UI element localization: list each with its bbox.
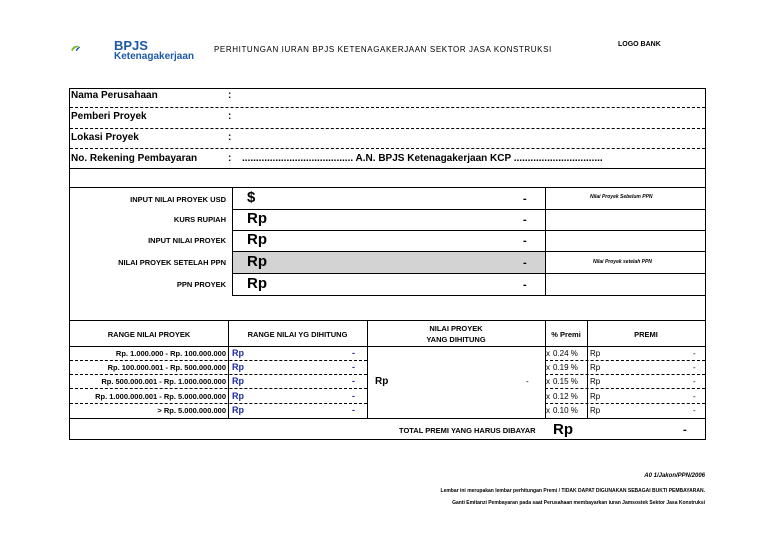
range-row: Rp. 1.000.000 - Rp. 100.000.000: [115, 349, 226, 358]
exchange-rate-value[interactable]: -: [523, 214, 527, 226]
divider: [70, 360, 367, 361]
premi-value: -: [693, 392, 696, 401]
mult-sign: x: [546, 392, 550, 401]
divider: [70, 346, 705, 347]
divider: [232, 209, 705, 210]
footer-note-1: Lembar ini merupakan lembar perhitungan Premi / TIDAK DAPAT DIGUNAKAN SEBAGAI BUKTI PEMBAYARAN.: [440, 488, 705, 494]
colon: :: [228, 132, 232, 143]
divider: [70, 128, 705, 129]
premi-pct: 0.19 %: [553, 363, 578, 372]
footer-note-2: Ganti Emitanzi Pembayaran pada saat Perusahaan membayarkan iuran Jamsostek Sektor Jasa Konstruksi: [452, 500, 705, 506]
currency-symbol: Rp: [247, 231, 267, 248]
input-usd-label: INPUT NILAI PROYEK USD: [130, 195, 226, 204]
project-location-label: Lokasi Proyek: [71, 132, 139, 143]
premi-value: -: [693, 349, 696, 358]
divider: [70, 388, 367, 389]
account-number-label: No. Rekening Pembayaran: [71, 153, 198, 164]
header-value-counted: NILAI PROYEK: [429, 324, 483, 333]
total-label: TOTAL PREMI YANG HARUS DIBAYAR: [399, 426, 536, 435]
mult-sign: x: [546, 377, 550, 386]
premi-value: -: [693, 406, 696, 415]
header-premi: PREMI: [634, 330, 658, 339]
divider: [232, 230, 705, 231]
note-after-ppn: Nilai Proyek setelah PPN: [593, 259, 652, 265]
premi-pct: 0.12 %: [553, 392, 578, 401]
divider: [70, 418, 705, 419]
input-project-value[interactable]: -: [523, 235, 527, 247]
range-row: Rp. 1.000.000.001 - Rp. 5.000.000.000: [95, 392, 226, 401]
currency-symbol: Rp: [232, 348, 244, 358]
divider: [70, 107, 705, 108]
currency-symbol: Rp: [553, 421, 573, 438]
header-range: RANGE NILAI PROYEK: [107, 330, 191, 339]
account-number-value: ........................................ A.N. BPJS Ketenagakerjaan KCP ................................: [242, 153, 603, 164]
range-counted-value: -: [352, 405, 355, 415]
currency-symbol: $: [247, 189, 256, 206]
range-row: Rp. 500.000.001 - Rp. 1.000.000.000: [101, 377, 226, 386]
premi-pct: 0.15 %: [553, 377, 578, 386]
page-title: PERHITUNGAN IURAN BPJS KETENAGAKERJAAN SEKTOR JASA KONSTRUKSI: [214, 45, 552, 54]
input-project-value-label: INPUT NILAI PROYEK: [148, 236, 226, 245]
range-counted-value: -: [352, 391, 355, 401]
currency-symbol: Rp: [590, 392, 601, 401]
divider: [70, 148, 705, 149]
company-name-label: Nama Perusahaan: [71, 90, 158, 101]
note-before-ppn: Nilai Proyek Sebelum PPN: [590, 194, 653, 200]
shaded-cell: [233, 252, 545, 273]
bpjs-logo-icon: [70, 34, 110, 62]
divider: [545, 403, 705, 404]
divider: [70, 403, 367, 404]
divider: [545, 360, 705, 361]
divider: [232, 187, 233, 295]
premi-pct: 0.24 %: [553, 349, 578, 358]
divider: [545, 388, 705, 389]
colon: :: [228, 111, 232, 122]
divider: [70, 168, 705, 169]
premi-value: -: [693, 363, 696, 372]
brand-name: BPJS: [114, 38, 148, 53]
premi-value: -: [693, 377, 696, 386]
colon: :: [228, 90, 232, 101]
currency-symbol: Rp: [232, 376, 244, 386]
ppn-label: PPN PROYEK: [176, 280, 226, 289]
currency-symbol: Rp: [590, 406, 601, 415]
project-owner-label: Pemberi Proyek: [71, 111, 147, 122]
colon: :: [228, 153, 232, 164]
value-after-ppn-label: NILAI PROYEK SETELAH PPN: [118, 258, 226, 267]
divider: [545, 187, 546, 295]
exchange-rate-label: KURS RUPIAH: [173, 215, 226, 224]
divider: [545, 374, 705, 375]
currency-symbol: Rp: [247, 210, 267, 227]
divider: [70, 320, 705, 321]
mult-sign: x: [546, 406, 550, 415]
currency-symbol: Rp: [590, 377, 601, 386]
currency-symbol: Rp: [232, 362, 244, 372]
currency-symbol: Rp: [247, 275, 267, 292]
input-usd-value[interactable]: -: [523, 193, 527, 205]
header-premi-pct: % Premi: [551, 330, 581, 339]
total-value: -: [683, 424, 687, 436]
currency-symbol: Rp: [590, 363, 601, 372]
range-row: > Rp. 5.000.000.000: [157, 406, 226, 415]
divider: [232, 273, 705, 274]
currency-symbol: Rp: [590, 349, 601, 358]
divider: [70, 187, 705, 188]
value-counted: -: [526, 377, 529, 386]
range-counted-value: -: [352, 362, 355, 372]
currency-symbol: Rp: [375, 376, 389, 387]
logo-bank-label: LOGO BANK: [618, 41, 661, 48]
range-counted-value: -: [352, 348, 355, 358]
header-range-counted: RANGE NILAI YG DIHITUNG: [247, 330, 348, 339]
ppn-value: -: [523, 279, 527, 291]
premi-pct: 0.10 %: [553, 406, 578, 415]
mult-sign: x: [546, 363, 550, 372]
mult-sign: x: [546, 349, 550, 358]
range-row: Rp. 100.000.001 - Rp. 500.000.000: [107, 363, 226, 372]
divider: [70, 374, 367, 375]
currency-symbol: Rp: [232, 391, 244, 401]
value-after-ppn: -: [523, 257, 527, 269]
header-value-counted-2: YANG DIHITUNG: [426, 335, 486, 344]
form-code: A0 1/Jakon/PPN/2006: [644, 473, 705, 479]
range-counted-value: -: [352, 376, 355, 386]
currency-symbol: Rp: [247, 253, 267, 270]
divider: [232, 295, 705, 296]
brand-subtitle: Ketenagakerjaan: [114, 51, 195, 62]
currency-symbol: Rp: [232, 405, 244, 415]
